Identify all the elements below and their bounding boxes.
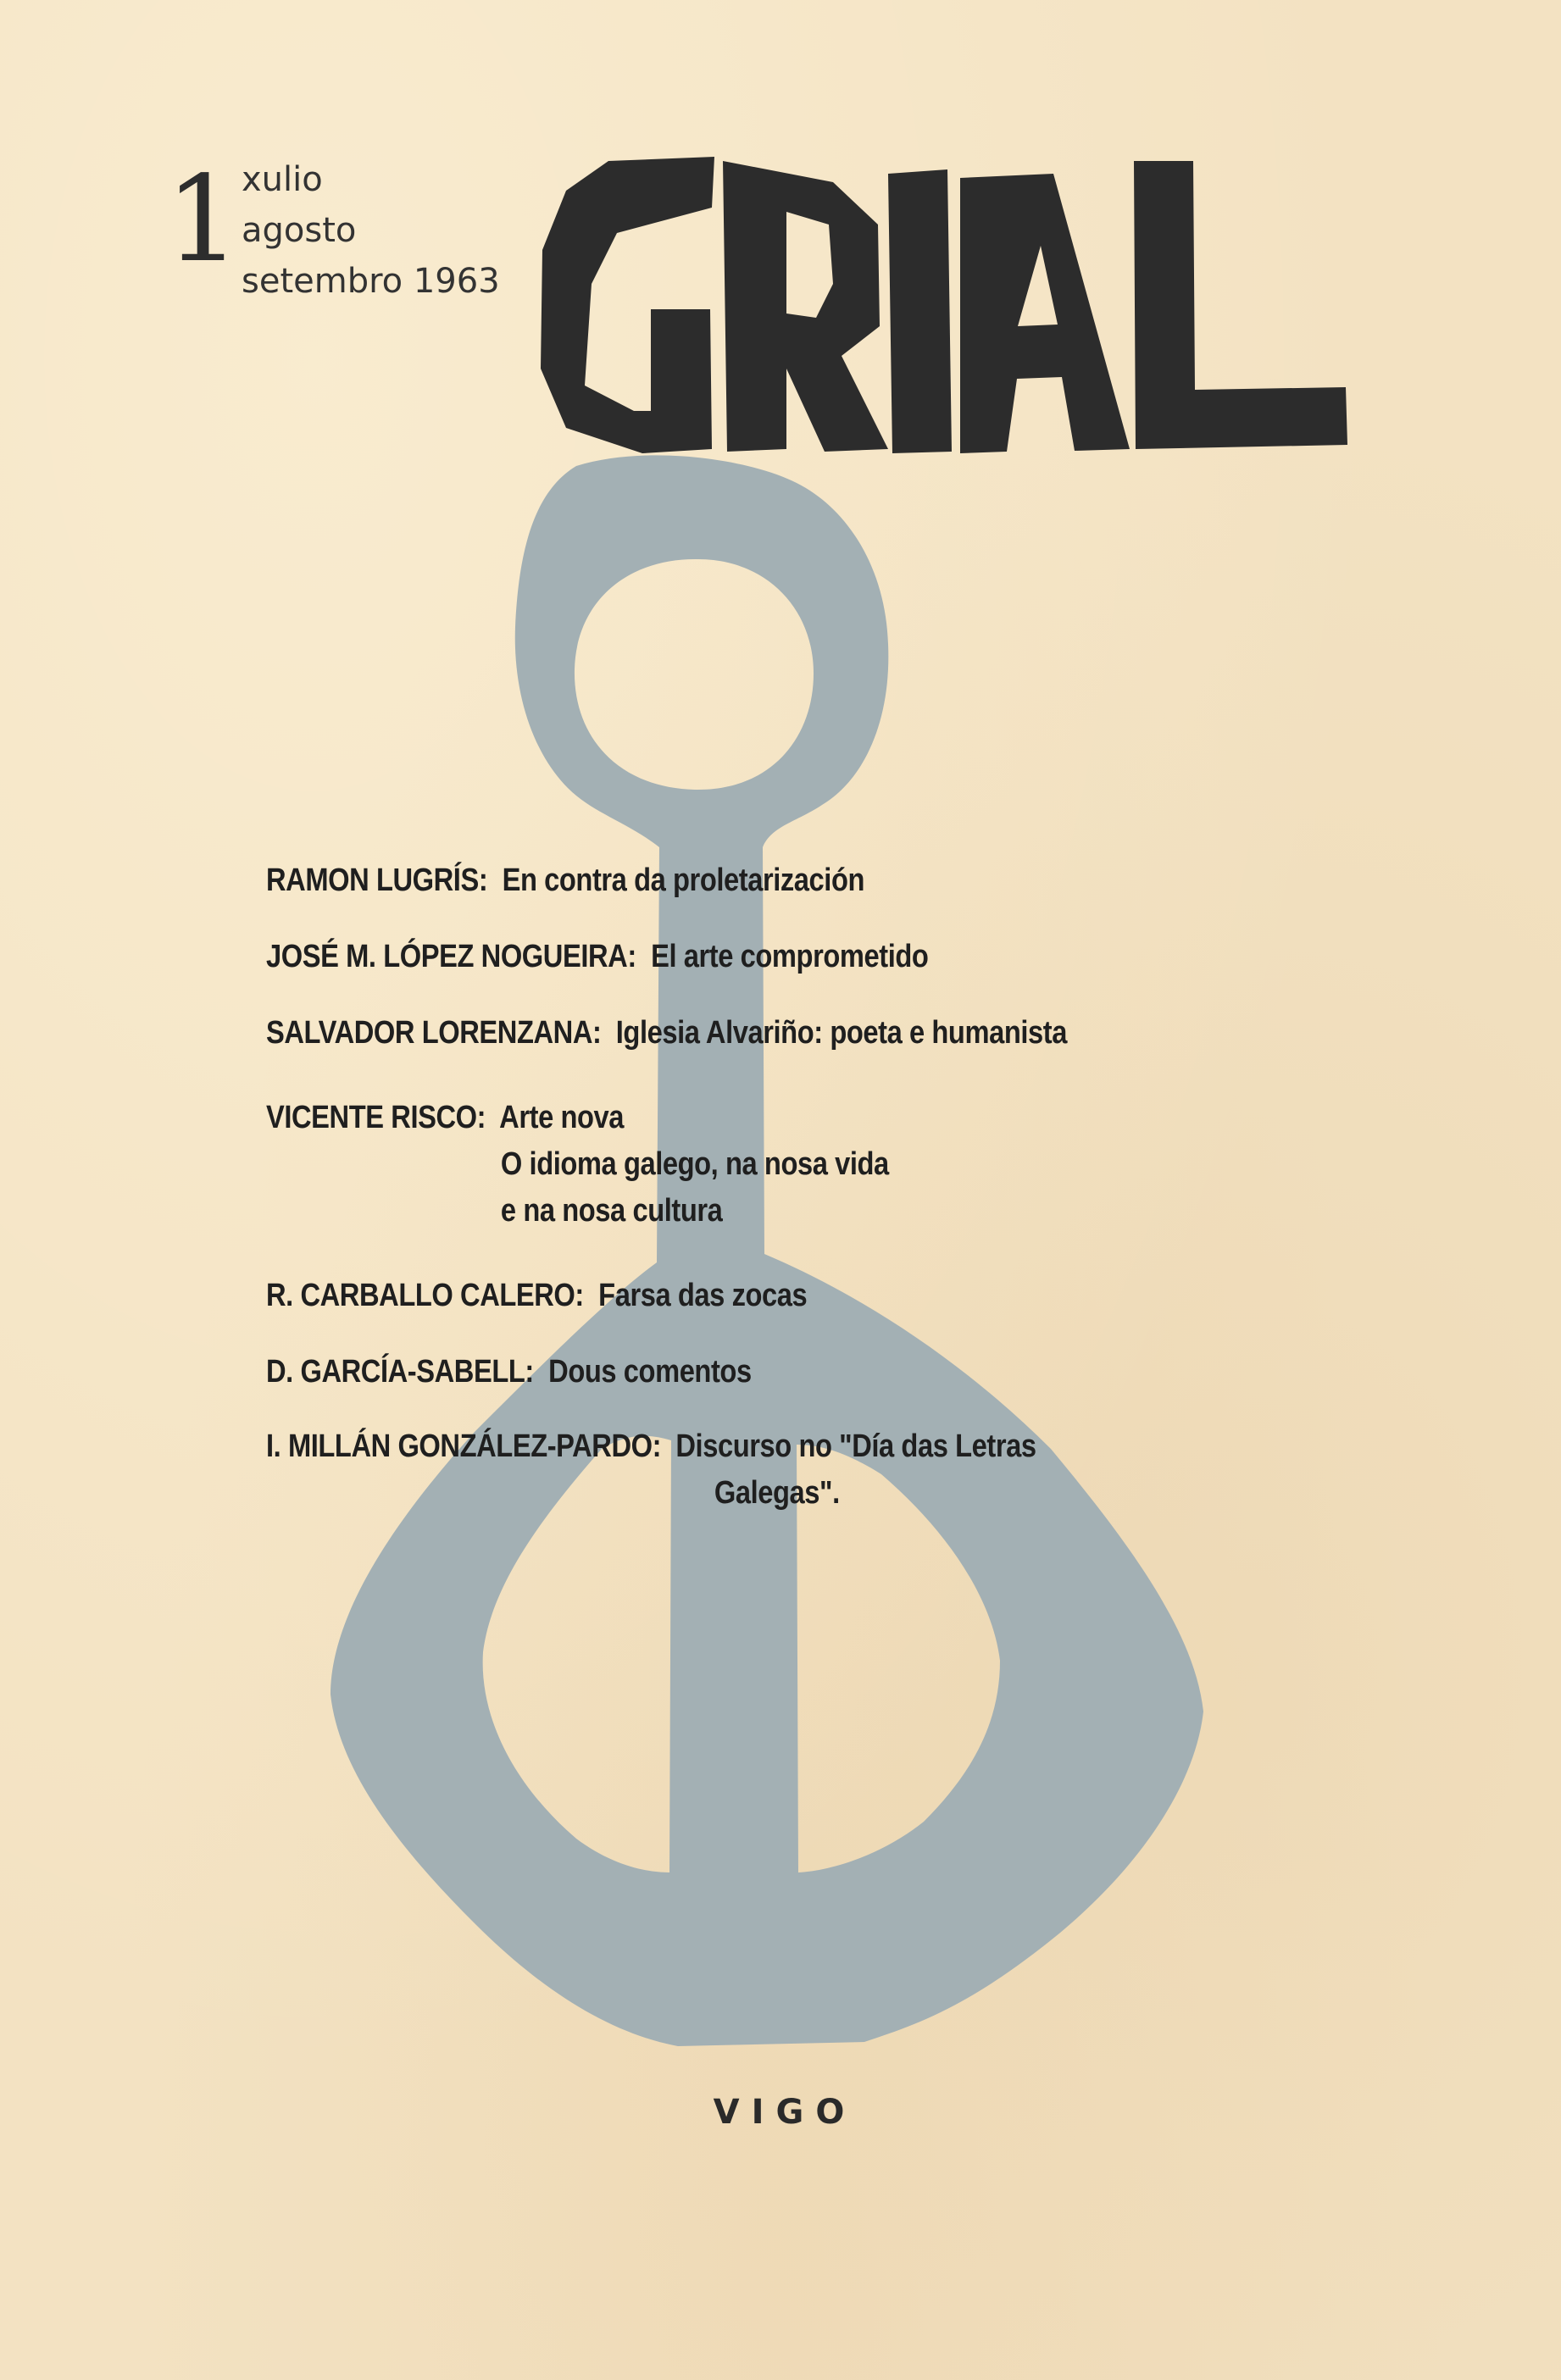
entry-author: R. CARBALLO CALERO: bbox=[266, 1278, 584, 1313]
contents-entry bbox=[266, 1015, 1067, 1051]
month-3-year: setembro 1963 bbox=[242, 262, 500, 301]
entry-title: Arte nova bbox=[499, 1100, 625, 1135]
entry-title: Farsa das zocas bbox=[598, 1278, 808, 1313]
issue-dates bbox=[242, 154, 500, 307]
publication-place: VIGO bbox=[713, 2093, 857, 2132]
masthead-title bbox=[532, 157, 1367, 462]
entry-title-continued: e na nosa cultura bbox=[500, 1193, 723, 1229]
month-2: agosto bbox=[242, 211, 357, 250]
contents-entry bbox=[266, 939, 928, 975]
entry-author: JOSÉ M. LÓPEZ NOGUEIRA: bbox=[266, 939, 636, 974]
contents-entry bbox=[266, 1354, 752, 1390]
contents-entry bbox=[266, 1429, 1036, 1511]
month-1: xulio bbox=[242, 160, 323, 199]
entry-title: Discurso no "Día das Letras bbox=[675, 1429, 1036, 1464]
entry-title-continued: Galegas". bbox=[714, 1475, 840, 1511]
contents-entry bbox=[266, 863, 864, 899]
entry-title: En contra da proletarización bbox=[502, 863, 865, 898]
entry-title: Dous comentos bbox=[548, 1354, 752, 1390]
contents-entry bbox=[266, 1278, 807, 1314]
entry-author: I. MILLÁN GONZÁLEZ-PARDO: bbox=[266, 1429, 662, 1464]
entry-title: El arte comprometido bbox=[651, 939, 929, 974]
entry-title: Iglesia Alvariño: poeta e humanista bbox=[615, 1015, 1067, 1051]
entry-author: SALVADOR LORENZANA: bbox=[266, 1015, 602, 1051]
issue-number: 1 bbox=[165, 151, 242, 289]
entry-title-continued: O idioma galego, na nosa vida bbox=[500, 1146, 889, 1182]
entry-author: RAMON LUGRÍS: bbox=[266, 863, 488, 898]
entry-author: VICENTE RISCO: bbox=[266, 1100, 486, 1135]
contents-entry bbox=[266, 1100, 889, 1229]
entry-author: D. GARCÍA-SABELL: bbox=[266, 1354, 534, 1390]
emblem-graphic bbox=[322, 449, 1220, 2059]
